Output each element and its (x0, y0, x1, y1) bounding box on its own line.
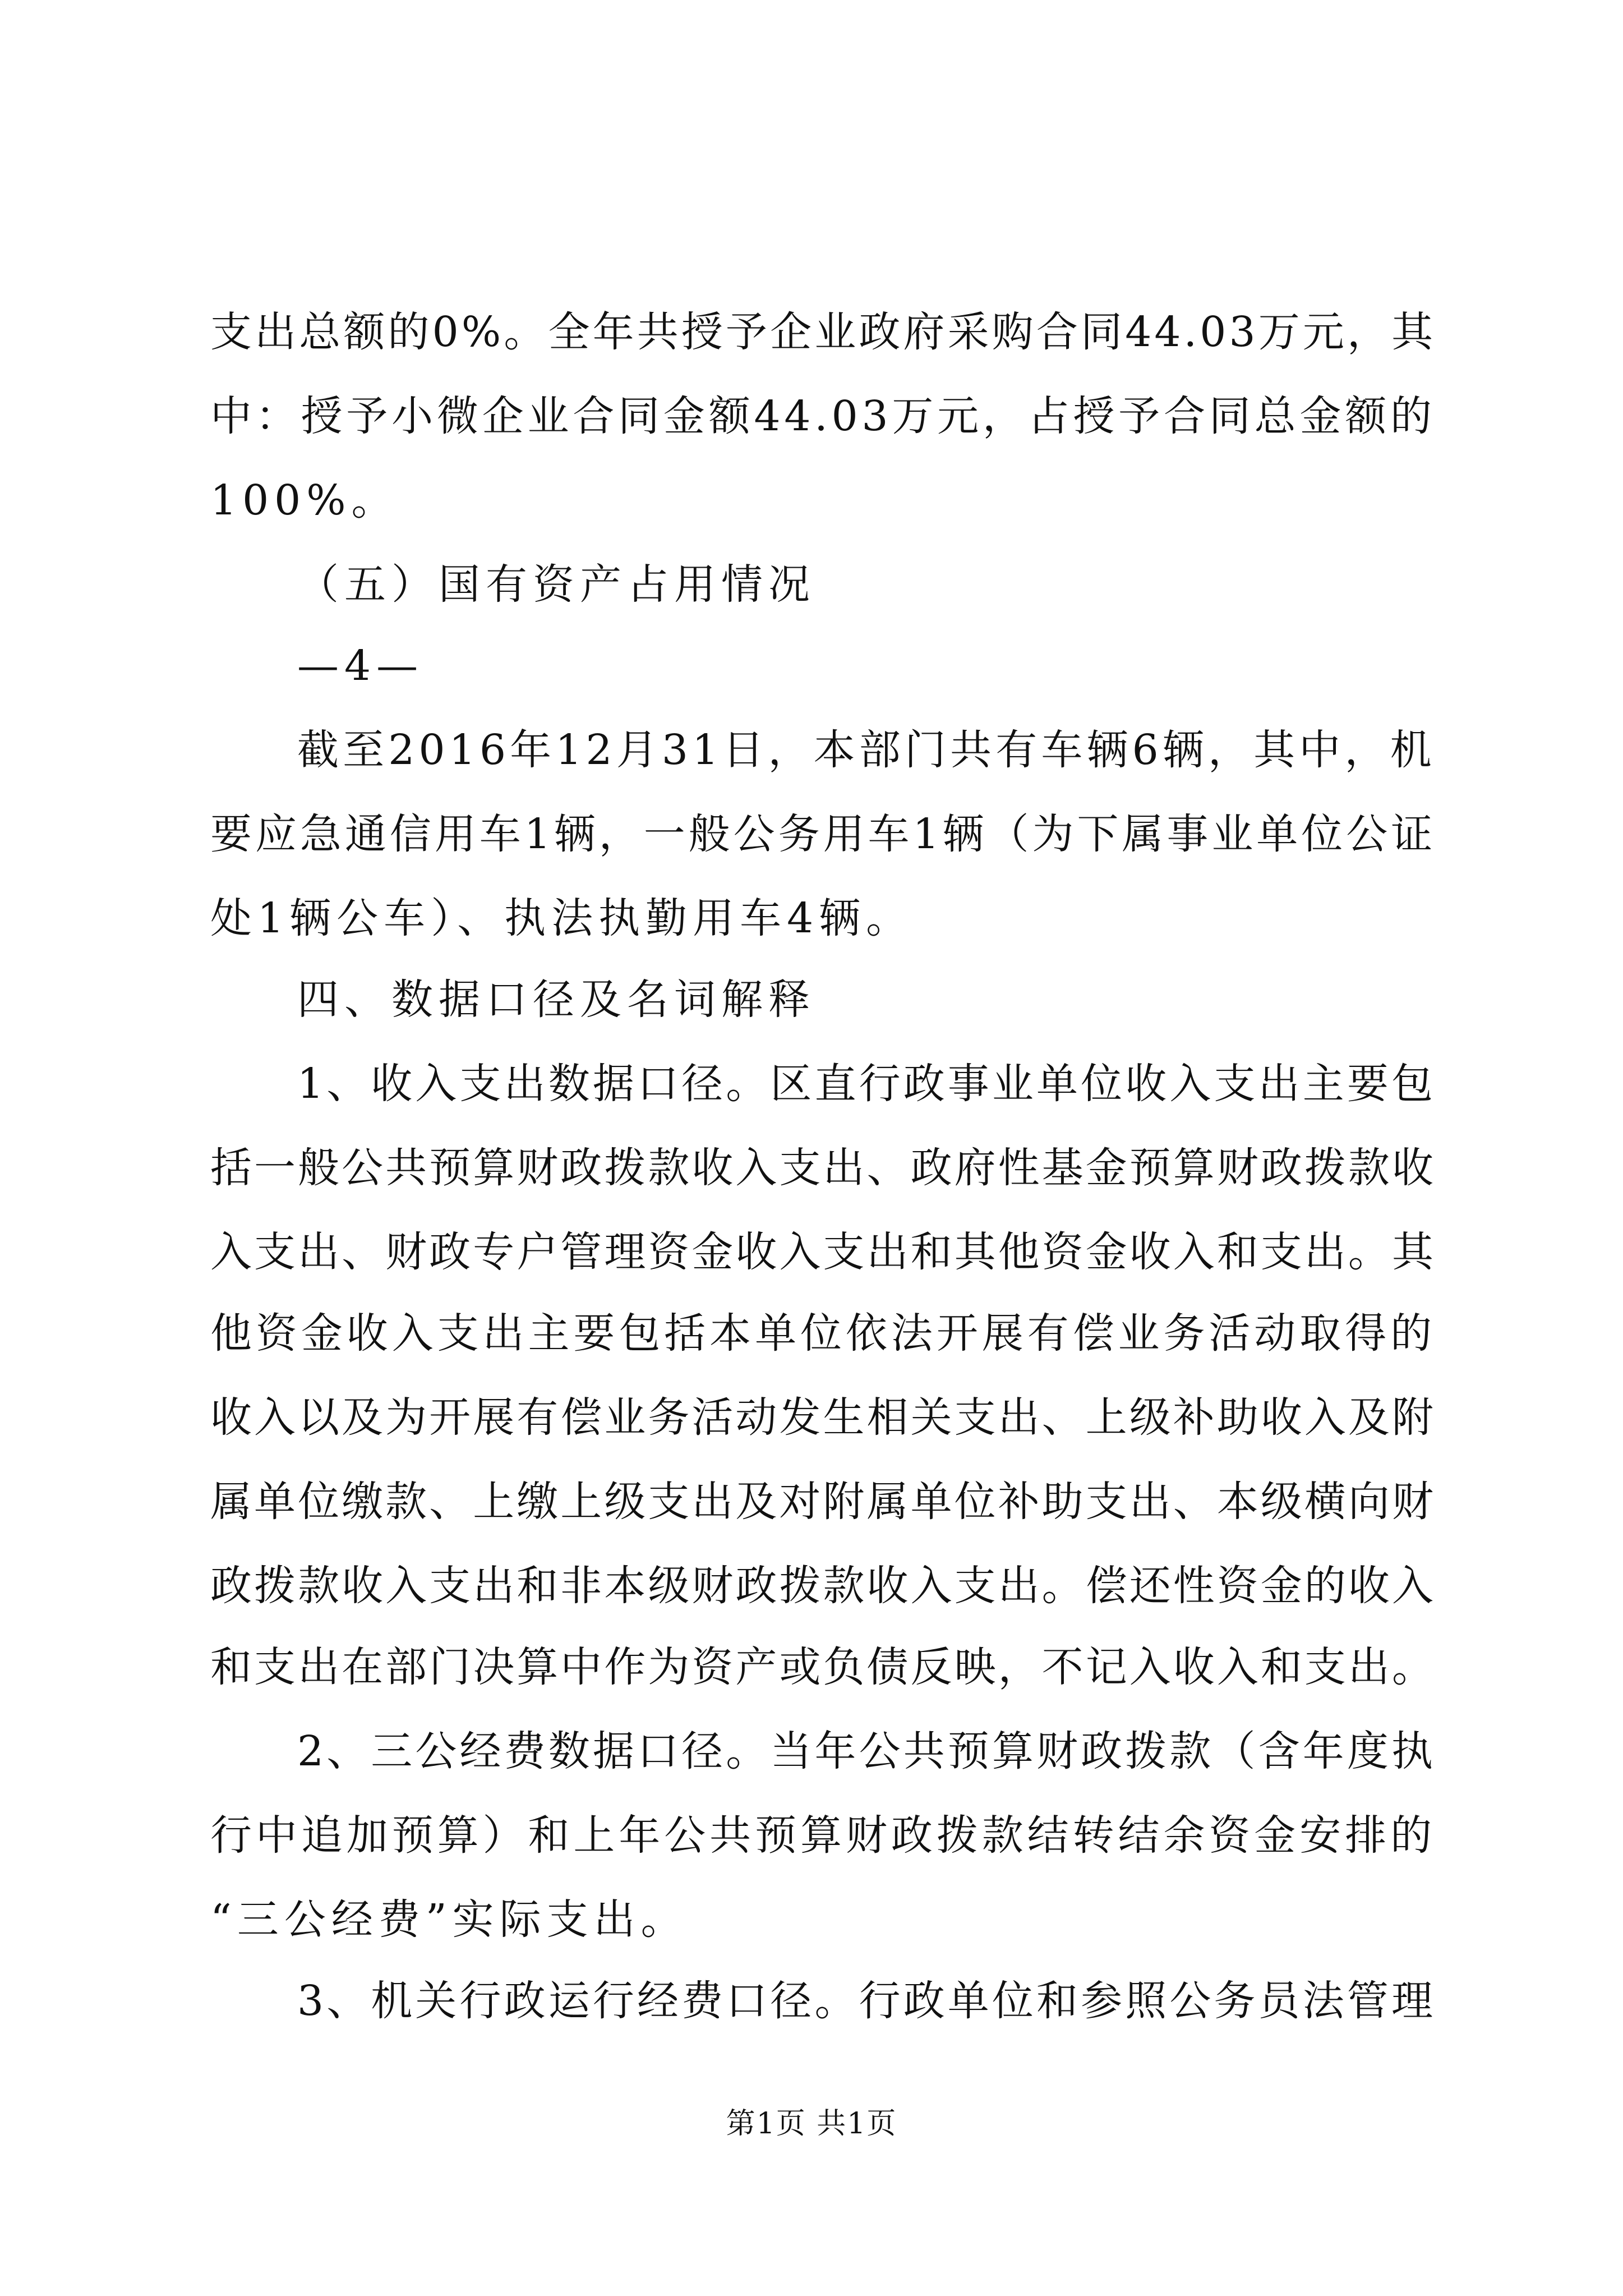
text-line: 行中追加预算）和上年公共预算财政拨款结转结余资金安排的 (210, 1811, 1436, 1860)
text-line: 3、机关行政运行经费口径。行政单位和参照公务员法管理 (297, 1977, 1436, 2025)
text-line: 截至2016年12月31日，本部门共有车辆6辆，其中，机 (297, 726, 1436, 774)
text-line: 中：授予小微企业合同金额44.03万元，占授予合同总金额的 (210, 392, 1436, 440)
text-line: 2、三公经费数据口径。当年公共预算财政拨款（含年度执 (297, 1727, 1436, 1775)
text-line: 属单位缴款、上缴上级支出及对附属单位补助支出、本级横向财 (210, 1478, 1436, 1526)
text-line: 1、收入支出数据口径。区直行政事业单位收入支出主要包 (297, 1060, 1436, 1108)
section-heading: （五）国有资产占用情况 (297, 560, 815, 609)
text-line: 入支出、财政专户管理资金收入支出和其他资金收入和支出。其 (210, 1228, 1436, 1276)
text-line: 100%。 (210, 476, 399, 524)
text-line: “三公经费”实际支出。 (210, 1895, 688, 1944)
text-line: 括一般公共预算财政拨款收入支出、政府性基金预算财政拨款收 (210, 1144, 1436, 1192)
section-heading: 四、数据口径及名词解释 (297, 976, 815, 1024)
text-line: 处1辆公车）、执法执勤用车4辆。 (210, 894, 914, 942)
page-marker: —4— (297, 642, 424, 690)
text-line: 支出总额的0%。全年共授予企业政府采购合同44.03万元，其 (210, 308, 1436, 356)
page-footer: 第1页 共1页 (726, 2107, 897, 2141)
text-line: 政拨款收入支出和非本级财政拨款收入支出。偿还性资金的收入 (210, 1562, 1436, 1610)
text-line: 他资金收入支出主要包括本单位依法开展有偿业务活动取得的 (210, 1309, 1436, 1358)
text-line: 和支出在部门决算中作为资产或负债反映，不记入收入和支出。 (210, 1643, 1436, 1691)
text-line: 收入以及为开展有偿业务活动发生相关支出、上级补助收入及附 (210, 1393, 1436, 1442)
text-line: 要应急通信用车1辆，一般公务用车1辆（为下属事业单位公证 (210, 810, 1436, 858)
